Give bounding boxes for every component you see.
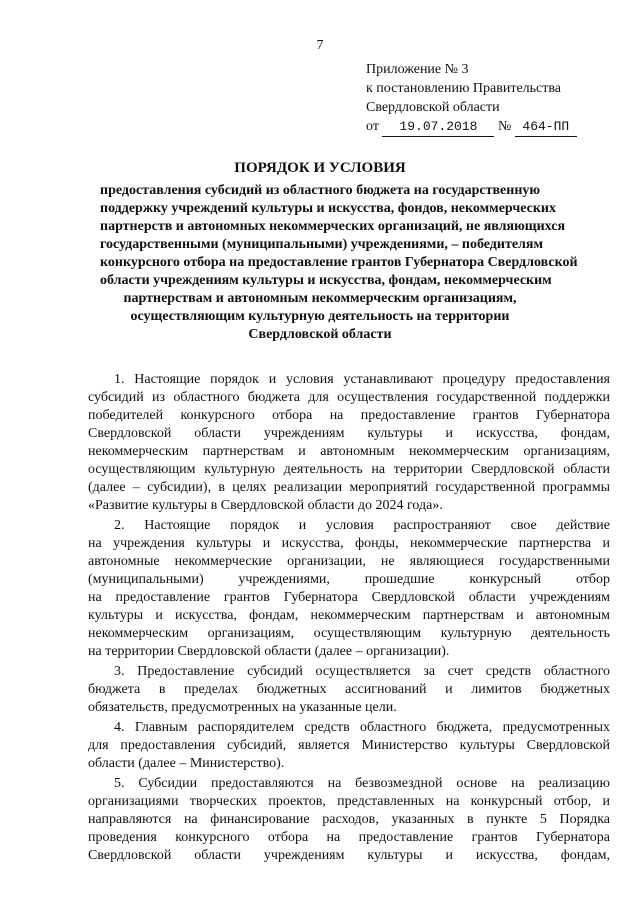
decree-number: 464-ПП bbox=[515, 117, 577, 137]
paragraph-line: бюджета в пределах бюджетных ассигнований и лимитов бюджетных bbox=[88, 682, 610, 697]
subtitle-line: государственными (муниципальными) учреждениями, – победителям bbox=[100, 237, 543, 252]
document-title: ПОРЯДОК И УСЛОВИЯ bbox=[234, 160, 406, 176]
paragraph-line: проведения конкурсного отбора на предоставление грантов Губернатора bbox=[88, 830, 610, 845]
paragraph-line: области (далее – Министерство). bbox=[88, 756, 285, 771]
paragraph-line: 4. Главным распорядителем средств областного бюджета, предусмотренных bbox=[114, 720, 610, 735]
subtitle-line: области учреждениям культуры и искусства, фондам, некоммерческим bbox=[100, 273, 552, 288]
subtitle-line: партнерствам и автономным некоммерческим организациям, bbox=[123, 291, 517, 306]
document-subtitle bbox=[100, 182, 578, 344]
paragraph-line: организациями творческих проектов, представленных на конкурсный отбор, и bbox=[88, 794, 610, 809]
paragraph-line: победителей конкурсного отбора на предоставление грантов Губернатора bbox=[88, 408, 610, 423]
paragraph-line: Свердловской области учреждениям культуры и искусства, фондам, bbox=[88, 848, 610, 863]
paragraph-line: на территории Свердловской области (далее – организации). bbox=[88, 644, 450, 659]
subtitle-line: конкурсного отбора на предоставление грантов Губернатора Свердловской bbox=[100, 255, 578, 270]
paragraph-line: 3. Предоставление субсидий осуществляется за счет средств областного bbox=[114, 664, 610, 679]
paragraph-line: для предоставления субсидий, является Министерство культуры Свердловской bbox=[88, 738, 610, 753]
paragraph-line: некоммерческим организациям, осуществляющим культурную деятельность bbox=[88, 626, 610, 641]
paragraph-line: культуры и искусства, фондам, некоммерческим партнерствам и автономным bbox=[88, 608, 610, 623]
subtitle-line: осуществляющим культурную деятельность на территории bbox=[130, 309, 510, 324]
paragraph-2 bbox=[88, 517, 610, 661]
paragraph-line: «Развитие культуры в Свердловской области до 2024 года». bbox=[88, 498, 443, 513]
page-number: 7 bbox=[316, 38, 324, 53]
paragraph-5 bbox=[88, 775, 610, 865]
appendix-line-3: Свердловской области bbox=[366, 100, 500, 115]
appendix-line-2: к постановлению Правительства bbox=[366, 81, 562, 96]
decree-date: 19.07.2018 bbox=[382, 117, 494, 137]
paragraph-line: Свердловской области учреждениям культуры и искусства, фондам, bbox=[88, 426, 610, 441]
paragraph-line: осуществляющим культурную деятельность на территории Свердловской области bbox=[88, 462, 610, 477]
paragraph-line: направляются на финансирование расходов, указанных в пункте 5 Порядка bbox=[88, 812, 610, 827]
appendix-date-line bbox=[366, 117, 577, 137]
paragraph-3 bbox=[88, 663, 610, 717]
paragraph-line: 5. Субсидии предоставляются на безвозмездной основе на реализацию bbox=[114, 776, 610, 791]
number-prefix: № bbox=[497, 119, 512, 134]
paragraph-line: на учреждения культуры и искусства, фонды, некоммерческие партнерства и bbox=[88, 536, 610, 551]
subtitle-line: партнерств и автономных некоммерческих организаций, не являющихся bbox=[100, 219, 566, 234]
paragraph-line: 1. Настоящие порядок и условия устанавливают процедуру предоставления bbox=[114, 372, 610, 387]
appendix-block bbox=[366, 60, 577, 137]
paragraph-line: субсидий из областного бюджета для осуществления государственной поддержки bbox=[88, 390, 610, 405]
paragraph-line: на предоставление грантов Губернатора Свердловской области учреждениям bbox=[88, 590, 610, 605]
paragraph-4 bbox=[88, 719, 610, 773]
subtitle-line: Свердловской области bbox=[248, 327, 392, 342]
paragraph-line: обязательств, предусмотренных на указанные цели. bbox=[88, 700, 397, 715]
appendix-line-1: Приложение № 3 bbox=[366, 62, 469, 77]
subtitle-line: поддержку учреждений культуры и искусства, фондов, некоммерческих bbox=[100, 201, 556, 216]
paragraph-line: автономные некоммерческие организации, не являющиеся государственными bbox=[88, 554, 610, 569]
paragraph-1 bbox=[88, 371, 610, 515]
paragraph-line: (далее – субсидии), в целях реализации мероприятий государственной программы bbox=[88, 480, 610, 495]
paragraph-line: (муниципальными) учреждениями, прошедшие конкурсный отбор bbox=[88, 572, 610, 587]
document-body bbox=[88, 371, 610, 867]
paragraph-line: некоммерческим партнерствам и автономным некоммерческим организациям, bbox=[88, 444, 610, 459]
paragraph-line: 2. Настоящие порядок и условия распространяют свое действие bbox=[114, 518, 610, 533]
date-prefix: от bbox=[366, 119, 379, 134]
subtitle-line: предоставления субсидий из областного бюджета на государственную bbox=[100, 183, 541, 198]
